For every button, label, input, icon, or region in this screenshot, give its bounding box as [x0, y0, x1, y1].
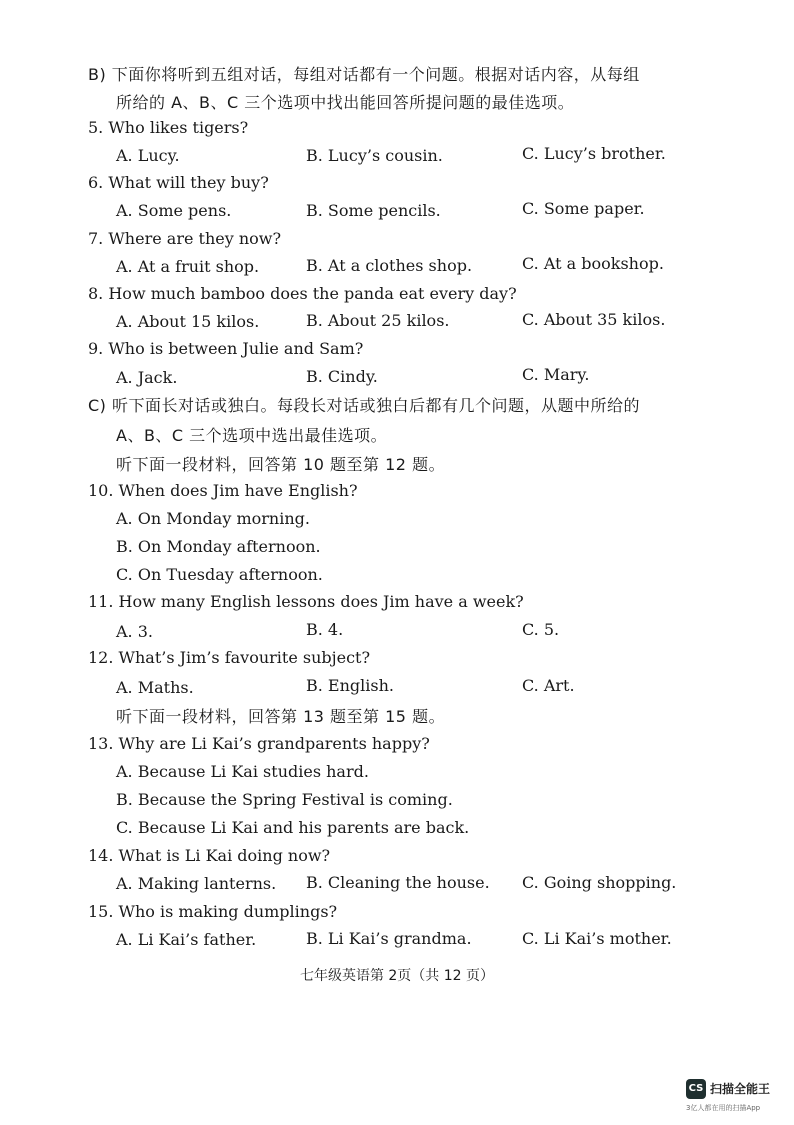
question-12-option-c: C. Art.	[522, 676, 575, 695]
scanner-tagline: 3亿人都在用的扫描App	[686, 1104, 761, 1112]
question-10-option-b: B. On Monday afternoon.	[116, 537, 321, 556]
question-15-stem: 15. Who is making dumplings?	[88, 902, 338, 921]
question-7-option-c: C. At a bookshop.	[522, 254, 664, 273]
question-11-option-b: B. 4.	[306, 620, 344, 639]
question-13-option-a: A. Because Li Kai studies hard.	[116, 762, 369, 781]
question-8-stem: 8. How much bamboo does the panda eat every day?	[88, 284, 517, 303]
question-11-option-c: C. 5.	[522, 620, 560, 639]
scanner-app-name: 扫描全能王	[710, 1082, 771, 1096]
question-12-option-b: B. English.	[306, 676, 394, 695]
question-10-option-c: C. On Tuesday afternoon.	[116, 565, 323, 584]
question-6-option-a: A. Some pens.	[116, 201, 232, 220]
question-13-option-b: B. Because the Spring Festival is coming.	[116, 790, 453, 809]
question-14-option-c: C. Going shopping.	[522, 873, 677, 892]
question-6-option-c: C. Some paper.	[522, 199, 645, 218]
question-5-stem: 5. Who likes tigers?	[88, 118, 249, 137]
section-b-instruction-line2: 所给的 A、B、C 三个选项中找出能回答所提问题的最佳选项。	[116, 93, 575, 112]
question-12-stem: 12. What’s Jim’s favourite subject?	[88, 648, 371, 667]
section-c-instruction-line1: C) 听下面长对话或独白。每段长对话或独白后都有几个问题，从题中所给的	[88, 396, 641, 415]
question-14-option-b: B. Cleaning the house.	[306, 873, 490, 892]
question-7-option-a: A. At a fruit shop.	[116, 257, 260, 276]
scanner-watermark	[686, 1079, 786, 1119]
question-6-option-b: B. Some pencils.	[306, 201, 441, 220]
question-9-option-a: A. Jack.	[116, 368, 178, 387]
question-14-stem: 14. What is Li Kai doing now?	[88, 846, 331, 865]
section-c-instruction-line2: A、B、C 三个选项中选出最佳选项。	[116, 426, 388, 445]
question-7-option-b: B. At a clothes shop.	[306, 256, 473, 275]
question-5-option-a: A. Lucy.	[116, 146, 180, 165]
question-15-option-b: B. Li Kai’s grandma.	[306, 929, 472, 948]
question-5-option-b: B. Lucy’s cousin.	[306, 146, 443, 165]
question-5-option-c: C. Lucy’s brother.	[522, 144, 666, 163]
question-8-option-b: B. About 25 kilos.	[306, 311, 450, 330]
question-13-option-c: C. Because Li Kai and his parents are back.	[116, 818, 470, 837]
question-15-option-c: C. Li Kai’s mother.	[522, 929, 672, 948]
question-9-option-c: C. Mary.	[522, 365, 590, 384]
question-10-stem: 10. When does Jim have English?	[88, 481, 358, 500]
question-10-option-a: A. On Monday morning.	[116, 509, 310, 528]
question-14-option-a: A. Making lanterns.	[116, 874, 277, 893]
question-12-option-a: A. Maths.	[116, 678, 194, 697]
question-15-option-a: A. Li Kai’s father.	[116, 930, 257, 949]
question-6-stem: 6. What will they buy?	[88, 173, 269, 192]
question-7-stem: 7. Where are they now?	[88, 229, 282, 248]
question-8-option-a: A. About 15 kilos.	[116, 312, 260, 331]
section-c-material-note-2: 听下面一段材料，回答第 13 题至第 15 题。	[116, 707, 446, 726]
question-9-option-b: B. Cindy.	[306, 367, 378, 386]
question-13-stem: 13. Why are Li Kai’s grandparents happy?	[88, 734, 430, 753]
question-11-option-a: A. 3.	[116, 622, 153, 641]
question-11-stem: 11. How many English lessons does Jim have a week?	[88, 592, 524, 611]
scanner-logo-icon: CS	[686, 1079, 706, 1099]
page-footer: 七年级英语第 2页（共 12 页）	[299, 968, 495, 984]
question-9-stem: 9. Who is between Julie and Sam?	[88, 339, 364, 358]
question-8-option-c: C. About 35 kilos.	[522, 310, 666, 329]
section-c-material-note-1: 听下面一段材料，回答第 10 题至第 12 题。	[116, 455, 446, 474]
section-b-instruction-line1: B) 下面你将听到五组对话，每组对话都有一个问题。根据对话内容，从每组	[88, 65, 640, 84]
